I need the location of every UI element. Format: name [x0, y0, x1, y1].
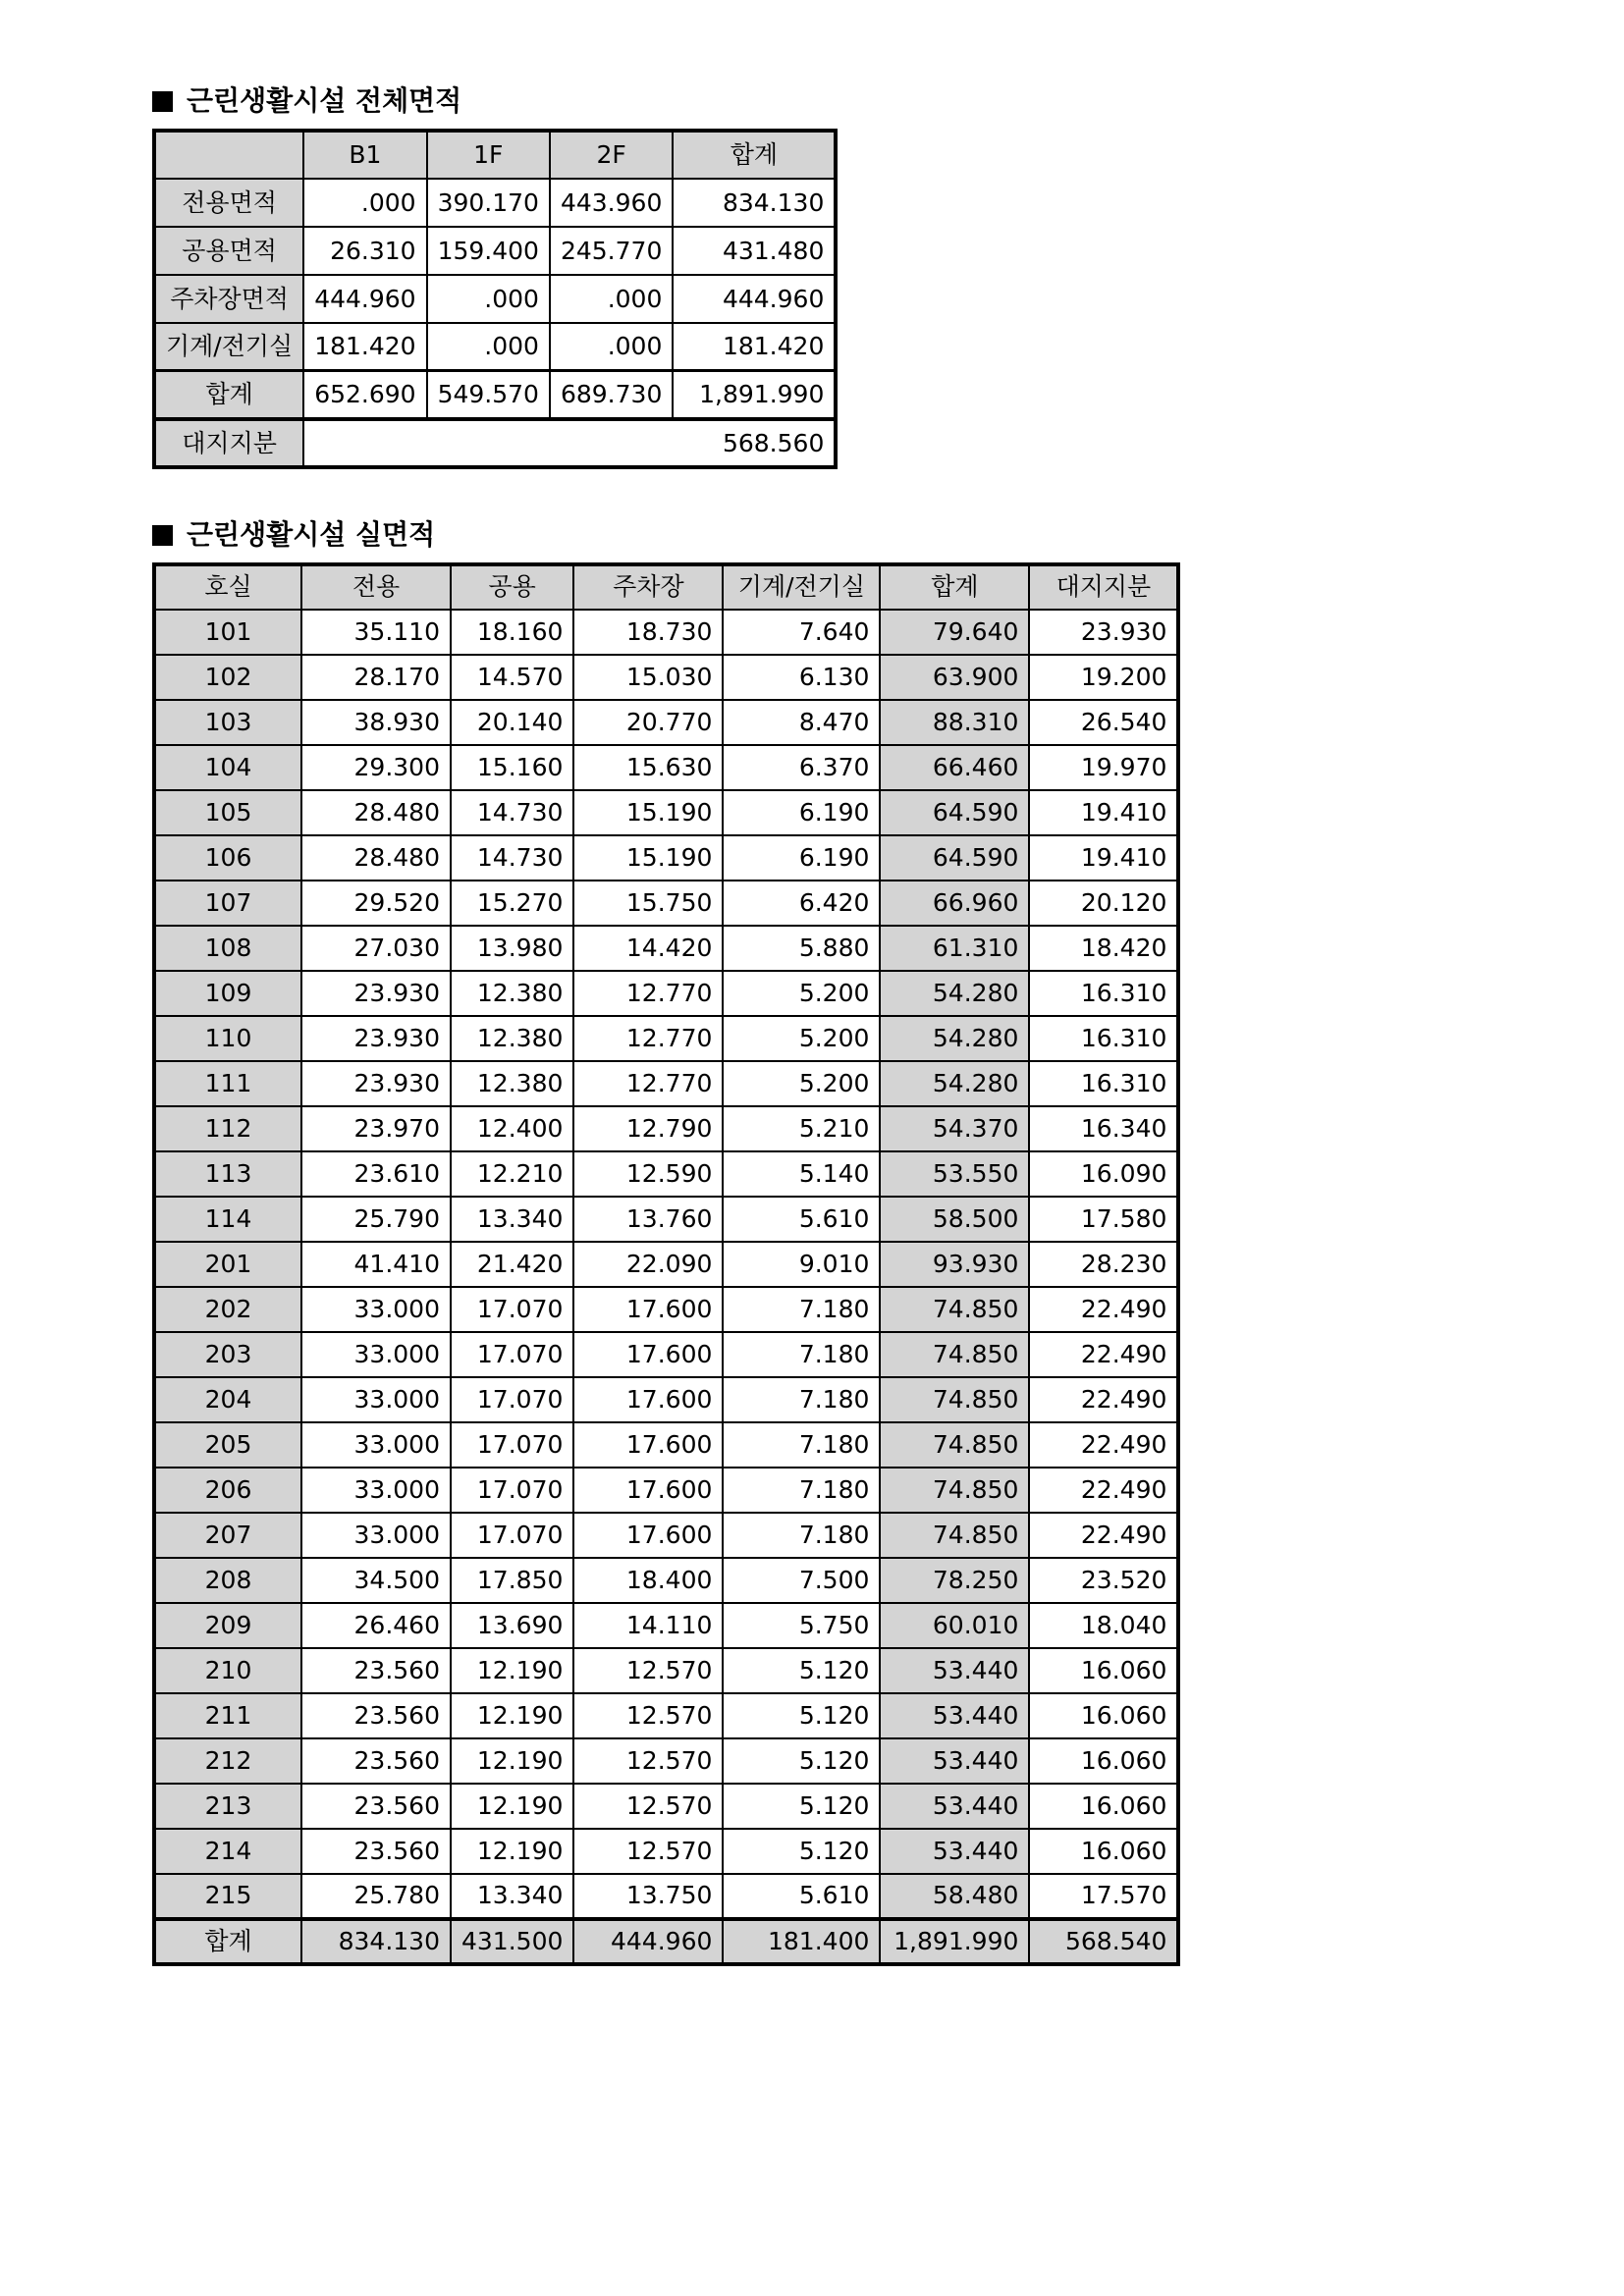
- unit-value-cell: 17.580: [1029, 1197, 1178, 1242]
- unit-total-cell: 66.960: [880, 881, 1029, 926]
- overall-value-cell: 390.170: [427, 179, 550, 227]
- unit-value-cell: 16.090: [1029, 1151, 1178, 1197]
- unit-total-cell: 93.930: [880, 1242, 1029, 1287]
- unit-value-cell: 38.930: [301, 700, 451, 745]
- unit-number-cell: 207: [154, 1513, 301, 1558]
- unit-value-cell: 18.160: [451, 610, 573, 655]
- unit-value-cell: 14.420: [573, 926, 723, 971]
- overall-value-cell: 1,891.990: [673, 371, 836, 419]
- unit-number-cell: 209: [154, 1603, 301, 1648]
- unit-value-cell: 19.970: [1029, 745, 1178, 790]
- unit-value-cell: 17.070: [451, 1287, 573, 1332]
- unit-total-cell: 53.440: [880, 1738, 1029, 1784]
- section-title-unit-area: [152, 517, 1624, 551]
- overall-header-cell: B1: [303, 131, 426, 179]
- unit-value-cell: 12.190: [451, 1784, 573, 1829]
- section-title-overall-area: [152, 86, 1624, 117]
- section-spacer: [0, 469, 1624, 520]
- unit-value-cell: 12.190: [451, 1693, 573, 1738]
- unit-value-cell: 22.490: [1029, 1332, 1178, 1377]
- overall-value-cell: 443.960: [550, 179, 673, 227]
- table-row: [154, 1422, 1178, 1468]
- overall-area-table: [152, 129, 838, 469]
- unit-number-cell: 212: [154, 1738, 301, 1784]
- unit-value-cell: 13.340: [451, 1874, 573, 1919]
- unit-value-cell: 12.570: [573, 1784, 723, 1829]
- unit-total-cell: 61.310: [880, 926, 1029, 971]
- unit-value-cell: 12.210: [451, 1151, 573, 1197]
- unit-value-cell: 7.180: [723, 1422, 880, 1468]
- table-row: [154, 1784, 1178, 1829]
- overall-header-cell: 1F: [427, 131, 550, 179]
- unit-value-cell: 12.570: [573, 1648, 723, 1693]
- overall-value-cell: 652.690: [303, 371, 426, 419]
- unit-value-cell: 22.090: [573, 1242, 723, 1287]
- unit-total-cell: 74.850: [880, 1377, 1029, 1422]
- unit-value-cell: 12.190: [451, 1738, 573, 1784]
- unit-value-cell: 5.120: [723, 1829, 880, 1874]
- unit-value-cell: 12.380: [451, 971, 573, 1016]
- unit-grand-total-row: [154, 1919, 1178, 1964]
- unit-value-cell: 18.730: [573, 610, 723, 655]
- unit-number-cell: 102: [154, 655, 301, 700]
- table-row: [154, 700, 1178, 745]
- unit-value-cell: 23.520: [1029, 1558, 1178, 1603]
- overall-header-cell: 2F: [550, 131, 673, 179]
- unit-value-cell: 22.490: [1029, 1468, 1178, 1513]
- unit-number-cell: 108: [154, 926, 301, 971]
- unit-value-cell: 26.460: [301, 1603, 451, 1648]
- unit-value-cell: 33.000: [301, 1513, 451, 1558]
- table-row: [154, 1693, 1178, 1738]
- unit-value-cell: 9.010: [723, 1242, 880, 1287]
- unit-value-cell: 14.110: [573, 1603, 723, 1648]
- unit-value-cell: 34.500: [301, 1558, 451, 1603]
- unit-total-cell: 53.440: [880, 1648, 1029, 1693]
- unit-total-cell: 64.590: [880, 790, 1029, 835]
- table-row: [154, 1829, 1178, 1874]
- unit-value-cell: 23.560: [301, 1648, 451, 1693]
- table-row: [154, 1061, 1178, 1106]
- overall-value-cell: 444.960: [673, 275, 836, 323]
- unit-value-cell: 14.570: [451, 655, 573, 700]
- table-row: [154, 1242, 1178, 1287]
- unit-value-cell: 7.180: [723, 1287, 880, 1332]
- unit-total-cell: 88.310: [880, 700, 1029, 745]
- unit-number-cell: 112: [154, 1106, 301, 1151]
- table-row: [154, 790, 1178, 835]
- unit-number-cell: 211: [154, 1693, 301, 1738]
- table-row: [154, 1513, 1178, 1558]
- unit-header-row: [154, 564, 1178, 610]
- unit-header-cell: 합계: [880, 564, 1029, 610]
- unit-value-cell: 33.000: [301, 1287, 451, 1332]
- unit-value-cell: 33.000: [301, 1468, 451, 1513]
- table-row: [154, 1151, 1178, 1197]
- table-row: [154, 1287, 1178, 1332]
- unit-value-cell: 12.190: [451, 1829, 573, 1874]
- unit-value-cell: 5.610: [723, 1874, 880, 1919]
- unit-value-cell: 23.930: [301, 971, 451, 1016]
- unit-value-cell: 14.730: [451, 835, 573, 881]
- filled-square-bullet-icon: [152, 525, 173, 546]
- unit-value-cell: 17.600: [573, 1513, 723, 1558]
- overall-value-cell: 431.480: [673, 227, 836, 275]
- unit-number-cell: 210: [154, 1648, 301, 1693]
- unit-value-cell: 22.490: [1029, 1422, 1178, 1468]
- unit-value-cell: 15.190: [573, 790, 723, 835]
- unit-value-cell: 5.210: [723, 1106, 880, 1151]
- unit-grand-total-cell: 1,891.990: [880, 1919, 1029, 1964]
- overall-value-cell: .000: [427, 323, 550, 371]
- overall-value-cell: .000: [550, 275, 673, 323]
- table-row: [154, 1738, 1178, 1784]
- unit-number-cell: 208: [154, 1558, 301, 1603]
- unit-value-cell: 16.310: [1029, 1061, 1178, 1106]
- unit-value-cell: 5.120: [723, 1693, 880, 1738]
- unit-number-cell: 103: [154, 700, 301, 745]
- unit-value-cell: 28.480: [301, 835, 451, 881]
- unit-total-cell: 54.280: [880, 971, 1029, 1016]
- unit-grand-total-cell: 181.400: [723, 1919, 880, 1964]
- overall-value-cell: .000: [427, 275, 550, 323]
- unit-value-cell: 27.030: [301, 926, 451, 971]
- unit-value-cell: 33.000: [301, 1422, 451, 1468]
- unit-value-cell: 22.490: [1029, 1287, 1178, 1332]
- unit-number-cell: 215: [154, 1874, 301, 1919]
- unit-value-cell: 18.420: [1029, 926, 1178, 971]
- unit-value-cell: 19.410: [1029, 790, 1178, 835]
- unit-value-cell: 12.380: [451, 1016, 573, 1061]
- unit-number-cell: 206: [154, 1468, 301, 1513]
- unit-value-cell: 5.200: [723, 1016, 880, 1061]
- unit-value-cell: 23.930: [1029, 610, 1178, 655]
- table-row: [154, 179, 836, 227]
- overall-row-label: 기계/전기실: [154, 323, 303, 371]
- unit-number-cell: 101: [154, 610, 301, 655]
- unit-number-cell: 105: [154, 790, 301, 835]
- unit-value-cell: 13.750: [573, 1874, 723, 1919]
- unit-value-cell: 17.600: [573, 1468, 723, 1513]
- overall-row-label: 주차장면적: [154, 275, 303, 323]
- unit-number-cell: 107: [154, 881, 301, 926]
- overall-header-row: [154, 131, 836, 179]
- unit-value-cell: 12.770: [573, 1061, 723, 1106]
- unit-number-cell: 111: [154, 1061, 301, 1106]
- table-row: [154, 1197, 1178, 1242]
- overall-row-label: 합계: [154, 371, 303, 419]
- overall-value-cell: 181.420: [303, 323, 426, 371]
- unit-total-cell: 54.280: [880, 1016, 1029, 1061]
- unit-value-cell: 15.190: [573, 835, 723, 881]
- unit-number-cell: 205: [154, 1422, 301, 1468]
- overall-value-cell: 689.730: [550, 371, 673, 419]
- overall-value-cell: 159.400: [427, 227, 550, 275]
- unit-value-cell: 19.410: [1029, 835, 1178, 881]
- table-row: [154, 1468, 1178, 1513]
- unit-value-cell: 23.610: [301, 1151, 451, 1197]
- unit-value-cell: 7.500: [723, 1558, 880, 1603]
- unit-grand-total-cell: 431.500: [451, 1919, 573, 1964]
- table-row: [154, 1874, 1178, 1919]
- unit-value-cell: 23.560: [301, 1738, 451, 1784]
- unit-value-cell: 17.850: [451, 1558, 573, 1603]
- overall-value-cell: 26.310: [303, 227, 426, 275]
- unit-number-cell: 109: [154, 971, 301, 1016]
- unit-value-cell: 17.070: [451, 1332, 573, 1377]
- unit-value-cell: 18.400: [573, 1558, 723, 1603]
- unit-value-cell: 6.190: [723, 790, 880, 835]
- unit-number-cell: 203: [154, 1332, 301, 1377]
- unit-total-cell: 53.440: [880, 1693, 1029, 1738]
- unit-value-cell: 5.750: [723, 1603, 880, 1648]
- table-row: [154, 926, 1178, 971]
- unit-value-cell: 12.570: [573, 1829, 723, 1874]
- table-row: [154, 835, 1178, 881]
- table-row: [154, 971, 1178, 1016]
- unit-value-cell: 5.610: [723, 1197, 880, 1242]
- unit-value-cell: 7.640: [723, 610, 880, 655]
- unit-value-cell: 29.300: [301, 745, 451, 790]
- unit-value-cell: 16.060: [1029, 1693, 1178, 1738]
- unit-value-cell: 7.180: [723, 1513, 880, 1558]
- unit-total-cell: 58.480: [880, 1874, 1029, 1919]
- overall-header-corner: [154, 131, 303, 179]
- table-row: [154, 1016, 1178, 1061]
- overall-value-cell: 549.570: [427, 371, 550, 419]
- unit-value-cell: 5.880: [723, 926, 880, 971]
- unit-header-cell: 전용: [301, 564, 451, 610]
- unit-total-cell: 74.850: [880, 1468, 1029, 1513]
- overall-header-cell: 합계: [673, 131, 836, 179]
- overall-value-cell: .000: [550, 323, 673, 371]
- unit-value-cell: 17.600: [573, 1377, 723, 1422]
- unit-value-cell: 13.340: [451, 1197, 573, 1242]
- unit-value-cell: 12.770: [573, 1016, 723, 1061]
- unit-value-cell: 18.040: [1029, 1603, 1178, 1648]
- unit-grand-total-cell: 834.130: [301, 1919, 451, 1964]
- unit-header-cell: 기계/전기실: [723, 564, 880, 610]
- unit-value-cell: 12.570: [573, 1738, 723, 1784]
- unit-number-cell: 113: [154, 1151, 301, 1197]
- unit-value-cell: 20.120: [1029, 881, 1178, 926]
- table-row: [154, 227, 836, 275]
- unit-area-table: [152, 562, 1180, 1966]
- unit-value-cell: 16.060: [1029, 1648, 1178, 1693]
- unit-value-cell: 15.160: [451, 745, 573, 790]
- unit-value-cell: 17.600: [573, 1287, 723, 1332]
- unit-grand-total-label: 합계: [154, 1919, 301, 1964]
- unit-total-cell: 66.460: [880, 745, 1029, 790]
- unit-grand-total-cell: 444.960: [573, 1919, 723, 1964]
- unit-total-cell: 64.590: [880, 835, 1029, 881]
- unit-total-cell: 60.010: [880, 1603, 1029, 1648]
- unit-number-cell: 204: [154, 1377, 301, 1422]
- unit-value-cell: 13.690: [451, 1603, 573, 1648]
- table-row: [154, 1106, 1178, 1151]
- unit-value-cell: 20.140: [451, 700, 573, 745]
- unit-total-cell: 74.850: [880, 1287, 1029, 1332]
- unit-total-cell: 54.370: [880, 1106, 1029, 1151]
- overall-value-cell: 181.420: [673, 323, 836, 371]
- unit-value-cell: 13.760: [573, 1197, 723, 1242]
- table-row: [154, 323, 836, 371]
- unit-value-cell: 5.120: [723, 1738, 880, 1784]
- section2-title-text: 근린생활시설 실면적: [187, 517, 436, 551]
- table-row: [154, 745, 1178, 790]
- unit-value-cell: 6.420: [723, 881, 880, 926]
- unit-number-cell: 110: [154, 1016, 301, 1061]
- unit-value-cell: 7.180: [723, 1468, 880, 1513]
- table-row: [154, 1648, 1178, 1693]
- unit-value-cell: 17.570: [1029, 1874, 1178, 1919]
- unit-value-cell: 16.340: [1029, 1106, 1178, 1151]
- unit-value-cell: 29.520: [301, 881, 451, 926]
- unit-value-cell: 12.400: [451, 1106, 573, 1151]
- unit-value-cell: 23.930: [301, 1061, 451, 1106]
- unit-value-cell: 17.070: [451, 1513, 573, 1558]
- unit-total-cell: 63.900: [880, 655, 1029, 700]
- unit-total-cell: 58.500: [880, 1197, 1029, 1242]
- unit-total-cell: 79.640: [880, 610, 1029, 655]
- unit-value-cell: 5.200: [723, 1061, 880, 1106]
- unit-value-cell: 6.370: [723, 745, 880, 790]
- overall-site-share-value: 568.560: [303, 419, 836, 467]
- unit-total-cell: 74.850: [880, 1513, 1029, 1558]
- unit-total-cell: 78.250: [880, 1558, 1029, 1603]
- filled-square-bullet-icon: [152, 91, 173, 112]
- unit-value-cell: 5.120: [723, 1784, 880, 1829]
- table-row: [154, 881, 1178, 926]
- unit-value-cell: 17.070: [451, 1377, 573, 1422]
- section1-title-text: 근린생활시설 전체면적: [187, 84, 462, 117]
- overall-value-cell: 834.130: [673, 179, 836, 227]
- unit-number-cell: 201: [154, 1242, 301, 1287]
- unit-value-cell: 26.540: [1029, 700, 1178, 745]
- unit-value-cell: 22.490: [1029, 1513, 1178, 1558]
- unit-value-cell: 12.190: [451, 1648, 573, 1693]
- unit-total-cell: 54.280: [880, 1061, 1029, 1106]
- unit-value-cell: 23.560: [301, 1693, 451, 1738]
- unit-value-cell: 35.110: [301, 610, 451, 655]
- unit-total-cell: 74.850: [880, 1422, 1029, 1468]
- unit-value-cell: 28.170: [301, 655, 451, 700]
- table-row: [154, 1377, 1178, 1422]
- unit-value-cell: 8.470: [723, 700, 880, 745]
- unit-value-cell: 15.030: [573, 655, 723, 700]
- unit-value-cell: 5.120: [723, 1648, 880, 1693]
- table-row: [154, 1332, 1178, 1377]
- unit-value-cell: 28.230: [1029, 1242, 1178, 1287]
- unit-total-cell: 53.440: [880, 1784, 1029, 1829]
- table-row: [154, 371, 836, 419]
- unit-value-cell: 19.200: [1029, 655, 1178, 700]
- unit-value-cell: 23.560: [301, 1784, 451, 1829]
- unit-value-cell: 15.750: [573, 881, 723, 926]
- unit-value-cell: 14.730: [451, 790, 573, 835]
- unit-value-cell: 6.190: [723, 835, 880, 881]
- unit-value-cell: 12.770: [573, 971, 723, 1016]
- unit-value-cell: 15.630: [573, 745, 723, 790]
- unit-value-cell: 15.270: [451, 881, 573, 926]
- unit-total-cell: 53.440: [880, 1829, 1029, 1874]
- unit-value-cell: 7.180: [723, 1377, 880, 1422]
- unit-value-cell: 21.420: [451, 1242, 573, 1287]
- overall-row-label: 공용면적: [154, 227, 303, 275]
- unit-value-cell: 17.070: [451, 1422, 573, 1468]
- overall-site-share-label: 대지지분: [154, 419, 303, 467]
- overall-site-share-row: [154, 419, 836, 467]
- unit-header-cell: 주차장: [573, 564, 723, 610]
- unit-total-cell: 53.550: [880, 1151, 1029, 1197]
- unit-number-cell: 104: [154, 745, 301, 790]
- unit-number-cell: 202: [154, 1287, 301, 1332]
- unit-value-cell: 16.060: [1029, 1829, 1178, 1874]
- unit-value-cell: 17.600: [573, 1332, 723, 1377]
- unit-number-cell: 114: [154, 1197, 301, 1242]
- unit-grand-total-cell: 568.540: [1029, 1919, 1178, 1964]
- unit-value-cell: 12.590: [573, 1151, 723, 1197]
- unit-number-cell: 213: [154, 1784, 301, 1829]
- overall-value-cell: 444.960: [303, 275, 426, 323]
- unit-value-cell: 17.070: [451, 1468, 573, 1513]
- unit-value-cell: 12.380: [451, 1061, 573, 1106]
- unit-value-cell: 6.130: [723, 655, 880, 700]
- unit-header-cell: 대지지분: [1029, 564, 1178, 610]
- unit-value-cell: 5.200: [723, 971, 880, 1016]
- unit-value-cell: 23.970: [301, 1106, 451, 1151]
- unit-value-cell: 20.770: [573, 700, 723, 745]
- unit-value-cell: 12.790: [573, 1106, 723, 1151]
- unit-value-cell: 28.480: [301, 790, 451, 835]
- unit-value-cell: 23.930: [301, 1016, 451, 1061]
- overall-value-cell: 245.770: [550, 227, 673, 275]
- table-row: [154, 610, 1178, 655]
- unit-number-cell: 214: [154, 1829, 301, 1874]
- unit-value-cell: 16.310: [1029, 971, 1178, 1016]
- unit-value-cell: 41.410: [301, 1242, 451, 1287]
- overall-row-label: 전용면적: [154, 179, 303, 227]
- unit-value-cell: 5.140: [723, 1151, 880, 1197]
- unit-total-cell: 74.850: [880, 1332, 1029, 1377]
- unit-value-cell: 7.180: [723, 1332, 880, 1377]
- unit-value-cell: 23.560: [301, 1829, 451, 1874]
- unit-value-cell: 16.060: [1029, 1738, 1178, 1784]
- unit-value-cell: 22.490: [1029, 1377, 1178, 1422]
- unit-value-cell: 33.000: [301, 1377, 451, 1422]
- unit-value-cell: 12.570: [573, 1693, 723, 1738]
- unit-value-cell: 25.790: [301, 1197, 451, 1242]
- unit-value-cell: 33.000: [301, 1332, 451, 1377]
- unit-value-cell: 13.980: [451, 926, 573, 971]
- overall-value-cell: .000: [303, 179, 426, 227]
- unit-value-cell: 16.060: [1029, 1784, 1178, 1829]
- unit-header-cell: 호실: [154, 564, 301, 610]
- unit-value-cell: 17.600: [573, 1422, 723, 1468]
- unit-number-cell: 106: [154, 835, 301, 881]
- unit-value-cell: 16.310: [1029, 1016, 1178, 1061]
- unit-value-cell: 25.780: [301, 1874, 451, 1919]
- table-row: [154, 275, 836, 323]
- table-row: [154, 655, 1178, 700]
- table-row: [154, 1603, 1178, 1648]
- unit-header-cell: 공용: [451, 564, 573, 610]
- table-row: [154, 1558, 1178, 1603]
